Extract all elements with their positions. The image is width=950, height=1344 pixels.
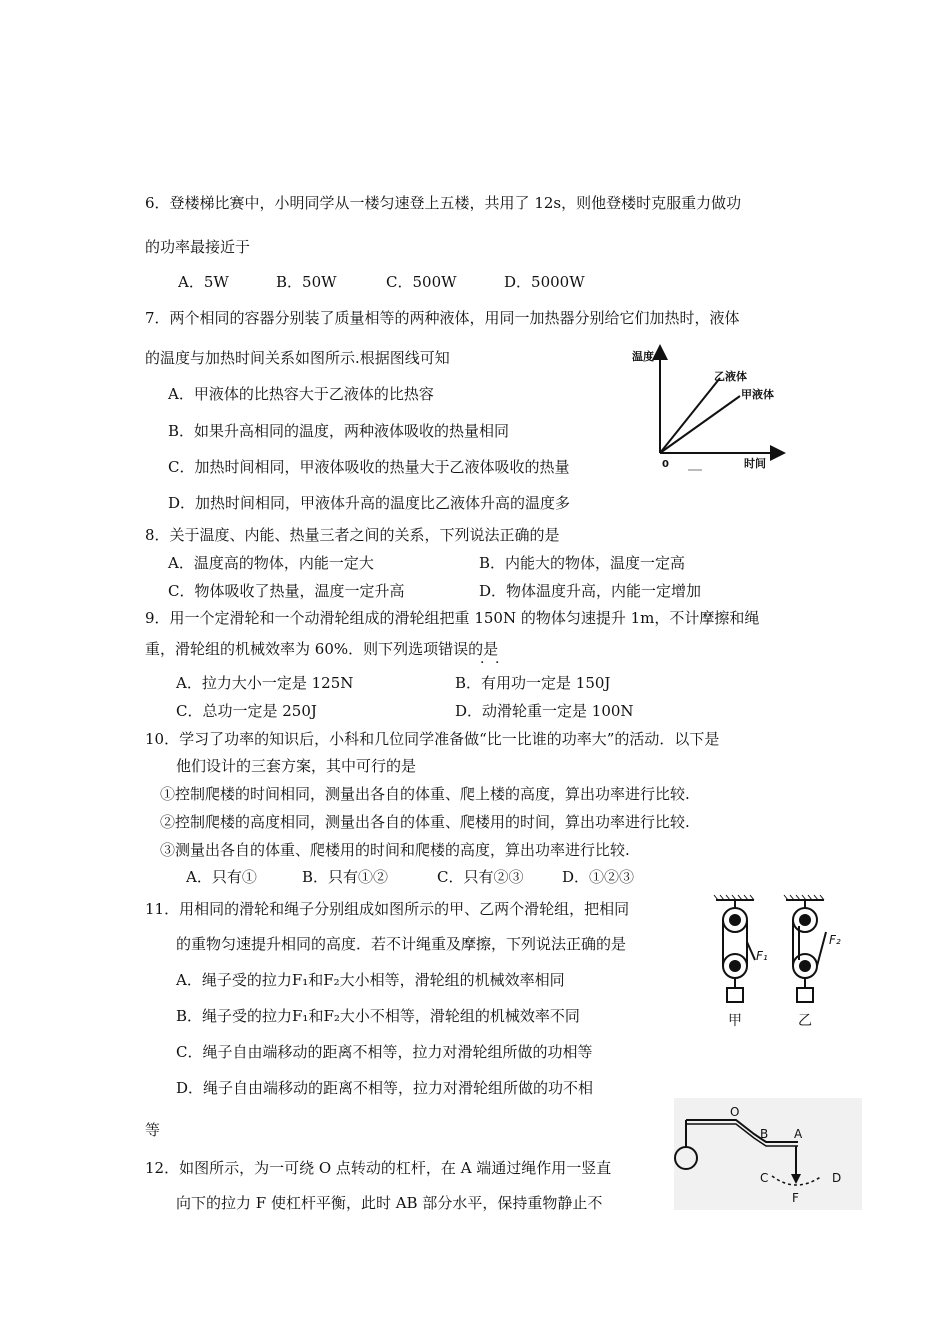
q11-option-c: C．绳子自由端移动的距离不相等，拉力对滑轮组所做的功相等 [176,1043,593,1061]
q6-line2: 的功率最接近于 [145,238,251,256]
q6-line1: 6．登楼梯比赛中，小明同学从一楼匀速登上五楼，共用了 12s，则他登楼时克服重力做功 [145,194,742,212]
pulley-systems-figure [700,890,860,1030]
q7-line2: 的温度与加热时间关系如图所示.根据图线可知 [145,349,450,367]
point-c-label: C [760,1171,769,1185]
yi-liquid-label: 乙液体 [714,370,747,383]
q10-option-b: B．只有①② [302,868,389,886]
q6-option-d: D．5000W [504,273,585,291]
q11-line2: 的重物匀速提升相同的高度．若不计绳重及摩擦，下列说法正确的是 [176,935,627,953]
q9-option-b: B．有用功一定是 150J [455,674,611,692]
q7-option-c: C．加热时间相同，甲液体吸收的热量大于乙液体吸收的热量 [168,458,570,476]
q9-option-d: D．动滑轮重一定是 100N [455,702,634,720]
weight-left [727,988,743,1002]
q10-plan-1: ①控制爬楼的时间相同，测量出各自的体重、爬上楼的高度，算出功率进行比较. [160,785,690,803]
f2-label: F₂ [829,933,841,947]
figure-background [674,1098,862,1210]
q8-option-a: A．温度高的物体，内能一定大 [168,554,374,572]
temperature-time-figure [628,340,788,480]
rope-free-end-right [817,932,826,966]
jia-liquid-label: 甲液体 [741,388,774,401]
q10-line2: 他们设计的三套方案，其中可行的是 [176,757,417,775]
origin-label: 0 [662,459,669,470]
label-yi: 乙 [798,1013,812,1029]
q12-line2: 向下的拉力 F 使杠杆平衡，此时 AB 部分水平，保持重物静止不 [176,1194,603,1212]
q10-plan-3: ③测量出各自的体重、爬楼用的时间和爬楼的高度，算出功率进行比较. [160,841,630,859]
q9-option-c: C．总功一定是 250J [176,702,317,720]
q11-option-d: D．绳子自由端移动的距离不相等，拉力对滑轮组所做的功不相 [176,1079,594,1097]
q11-option-d-continued: 等 [145,1121,161,1139]
force-f-label: F [792,1191,799,1205]
q8-option-b: B．内能大的物体，温度一定高 [479,554,686,572]
q11-option-a: A．绳子受的拉力F₁和F₂大小相等，滑轮组的机械效率相同 [176,971,565,989]
q10-option-a: A．只有① [186,868,257,886]
y-axis-label: 温度 [632,350,654,363]
q7-option-d: D．加热时间相同，甲液体升高的温度比乙液体升高的温度多 [168,494,571,512]
q7-option-a: A．甲液体的比热容大于乙液体的比热容 [168,385,434,403]
fixed-pulley-left-hub [729,914,741,926]
q9-line1: 9．用一个定滑轮和一个动滑轮组成的滑轮组把重 150N 的物体匀速提升 1m，不计摩擦和绳 [145,609,760,627]
emphasis-dot: · [480,655,485,671]
q9-line2: 重，滑轮组的机械效率为 60%．则下列选项错误的是 [145,640,499,658]
emphasis-dot: · [495,655,500,671]
q8-option-c: C．物体吸收了热量，温度一定升高 [168,582,405,600]
q7-option-b: B．如果升高相同的温度，两种液体吸收的热量相同 [168,422,510,440]
q6-option-b: B．50W [276,273,337,291]
label-jia: 甲 [728,1013,742,1029]
q9-option-a: A．拉力大小一定是 125N [176,674,354,692]
q10-line1: 10．学习了功率的知识后，小科和几位同学准备做“比一比谁的功率大”的活动．以下是 [145,730,720,748]
q11-option-b: B．绳子受的拉力F₁和F₂大小不相等，滑轮组的机械效率不同 [176,1007,580,1025]
f1-label: F₁ [756,949,768,963]
lever-figure [674,1098,862,1210]
movable-pulley-left-hub [729,960,741,972]
weight-right [797,988,813,1002]
q10-option-c: C．只有②③ [437,868,524,886]
q6-option-a: A．5W [178,273,229,291]
q7-line1: 7．两个相同的容器分别装了质量相等的两种液体，用同一加热器分别给它们加热时，液体 [145,309,740,327]
q6-option-c: C．500W [386,273,457,291]
point-d-label: D [832,1171,842,1185]
x-axis-label: 时间 [744,457,766,470]
movable-pulley-right-hub [799,960,811,972]
q8-line1: 8．关于温度、内能、热量三者之间的关系，下列说法正确的是 [145,526,560,544]
q8-option-d: D．物体温度升高，内能一定增加 [479,582,702,600]
q10-plan-2: ②控制爬楼的高度相同，测量出各自的体重、爬楼用的时间，算出功率进行比较. [160,813,690,831]
q12-line1: 12．如图所示，为一可绕 O 点转动的杠杆，在 A 端通过绳作用一竖直 [145,1159,612,1177]
point-o-label: O [730,1105,740,1119]
q10-option-d: D．①②③ [562,868,635,886]
q11-line1: 11．用相同的滑轮和绳子分别组成如图所示的甲、乙两个滑轮组，把相同 [145,900,630,918]
fixed-pulley-right-hub [799,914,811,926]
point-b-label: B [760,1127,769,1141]
rope-free-end-left [747,942,755,960]
point-a-label: A [794,1127,803,1141]
